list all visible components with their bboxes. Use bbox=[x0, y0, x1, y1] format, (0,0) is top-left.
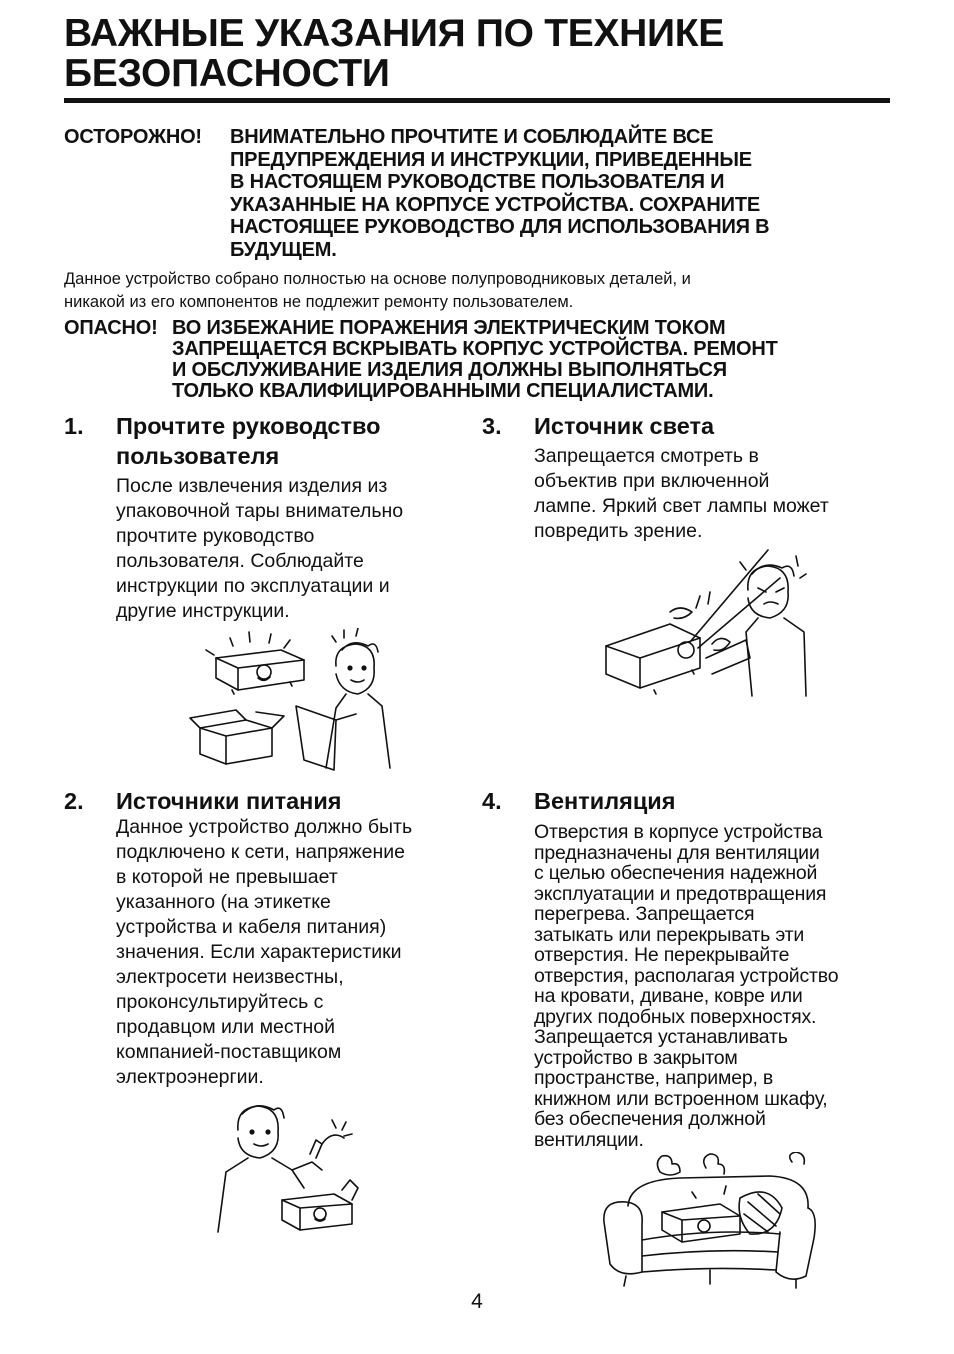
caution-line: НАСТОЯЩЕЕ РУКОВОДСТВО ДЛЯ ИСПОЛЬЗОВАНИЯ В bbox=[230, 216, 770, 238]
danger-line: ТОЛЬКО КВАЛИФИЦИРОВАННЫМИ СПЕЦИАЛИСТАМИ. bbox=[172, 380, 714, 402]
body-line: в которой не превышает bbox=[116, 866, 338, 888]
illustration-power-plug bbox=[212, 1100, 367, 1245]
body-line: устройства и кабеля питания) bbox=[116, 916, 387, 938]
body-line: другие инструкции. bbox=[116, 600, 290, 622]
section-3-body bbox=[534, 444, 829, 544]
body-line: прочтите руководство bbox=[116, 525, 315, 547]
page-title bbox=[64, 14, 890, 94]
danger-text bbox=[172, 318, 778, 402]
body-line: электросети неизвестны, bbox=[116, 966, 344, 988]
section-title-line: Прочтите руководство bbox=[116, 413, 381, 439]
body-line: перегрева. Запрещается bbox=[534, 903, 755, 925]
body-line: без обеспечения должной bbox=[534, 1108, 766, 1130]
section-title-line: Источник света bbox=[534, 413, 715, 439]
body-line: книжном или встроенном шкафу, bbox=[534, 1087, 828, 1110]
danger-label: ОПАСНО! bbox=[64, 317, 158, 339]
body-line: подключено к сети, напряжение bbox=[116, 841, 406, 863]
body-line: указанного (на этикетке bbox=[116, 891, 331, 913]
body-line: отверстия. Не перекрывайте bbox=[534, 944, 790, 966]
note-line: Данное устройство собрано полностью на основе полупроводниковых деталей, и bbox=[64, 270, 691, 288]
body-line: эксплуатации и предотвращения bbox=[534, 882, 827, 905]
body-line: Запрещается устанавливать bbox=[534, 1026, 788, 1048]
note-line: никакой из его компонентов не подлежит ремонту пользователем. bbox=[64, 293, 574, 311]
body-line: с целью обеспечения надежной bbox=[534, 862, 818, 884]
caution-line: БУДУЩЕМ. bbox=[230, 238, 337, 261]
section-2-title bbox=[116, 786, 342, 816]
illustration-light-source bbox=[600, 548, 815, 698]
section-4-title bbox=[534, 786, 675, 816]
body-line: значения. Если характеристики bbox=[116, 941, 402, 963]
illustration-ventilation-sofa bbox=[600, 1152, 820, 1292]
illustration-read-manual bbox=[186, 628, 396, 773]
section-1-number: 1. bbox=[64, 413, 84, 439]
body-line: на кровати, диване, ковре или bbox=[534, 985, 803, 1007]
body-line: отверстия, располагая устройство bbox=[534, 964, 839, 987]
body-line: Запрещается смотреть в bbox=[534, 445, 759, 467]
caution-text bbox=[230, 126, 769, 261]
section-3-number: 3. bbox=[482, 413, 502, 439]
section-title-line: Источники питания bbox=[116, 788, 342, 814]
note-paragraph bbox=[64, 268, 890, 314]
body-line: затыкать или перекрывать эти bbox=[534, 923, 805, 946]
section-title-line: Вентиляция bbox=[534, 788, 676, 814]
section-2-body bbox=[116, 815, 412, 1090]
body-line: После извлечения изделия из bbox=[116, 475, 388, 497]
body-line: устройство в закрытом bbox=[534, 1046, 738, 1069]
section-4-number: 4. bbox=[482, 788, 502, 814]
caution-line: В НАСТОЯЩЕМ РУКОВОДСТВЕ ПОЛЬЗОВАТЕЛЯ И bbox=[230, 171, 725, 193]
caution-line: УКАЗАННЫЕ НА КОРПУСЕ УСТРОЙСТВА. СОХРАНИТЕ bbox=[230, 193, 760, 216]
body-line: Отверстия в корпусе устройства bbox=[534, 821, 823, 843]
page-title-line: ВАЖНЫЕ УКАЗАНИЯ ПО ТЕХНИКЕ bbox=[64, 12, 724, 55]
section-1-title bbox=[116, 411, 381, 471]
caution-label: ОСТОРОЖНО! bbox=[64, 126, 202, 148]
page-title-line: БЕЗОПАСНОСТИ bbox=[64, 52, 390, 95]
danger-line: И ОБСЛУЖИВАНИЕ ИЗДЕЛИЯ ДОЛЖНЫ ВЫПОЛНЯТЬСЯ bbox=[172, 359, 727, 381]
title-divider bbox=[64, 98, 890, 103]
body-line: пользователя. Соблюдайте bbox=[116, 550, 364, 572]
section-1-body bbox=[116, 474, 403, 624]
section-2-number: 2. bbox=[64, 788, 84, 814]
page-number: 4 bbox=[471, 1290, 483, 1313]
section-3-title bbox=[534, 411, 714, 441]
danger-line: ВО ИЗБЕЖАНИЕ ПОРАЖЕНИЯ ЭЛЕКТРИЧЕСКИМ ТОКОМ bbox=[172, 317, 726, 339]
body-line: лампе. Яркий свет лампы может bbox=[534, 495, 829, 517]
caution-line: ВНИМАТЕЛЬНО ПРОЧТИТЕ И СОБЛЮДАЙТЕ ВСЕ bbox=[230, 126, 714, 148]
body-line: компанией-поставщиком bbox=[116, 1041, 342, 1063]
body-line: Данное устройство должно быть bbox=[116, 816, 413, 838]
body-line: упаковочной тары внимательно bbox=[116, 500, 404, 522]
body-line: других подобных поверхностях. bbox=[534, 1005, 817, 1028]
body-line: повредить зрение. bbox=[534, 520, 703, 542]
caution-line: ПРЕДУПРЕЖДЕНИЯ И ИНСТРУКЦИИ, ПРИВЕДЕННЫЕ bbox=[230, 148, 752, 171]
body-line: предназначены для вентиляции bbox=[534, 841, 820, 864]
body-line: инструкции по эксплуатации и bbox=[116, 575, 390, 597]
body-line: пространстве, например, в bbox=[534, 1067, 774, 1089]
body-line: объектив при включенной bbox=[534, 470, 770, 492]
danger-line: ЗАПРЕЩАЕТСЯ ВСКРЫВАТЬ КОРПУС УСТРОЙСТВА. РЕМОНТ bbox=[172, 338, 778, 360]
section-4-body bbox=[534, 822, 838, 1150]
body-line: продавцом или местной bbox=[116, 1016, 336, 1038]
body-line: вентиляции. bbox=[534, 1128, 644, 1151]
body-line: проконсультируйтесь с bbox=[116, 991, 324, 1013]
section-title-line: пользователя bbox=[116, 443, 280, 469]
body-line: электроэнергии. bbox=[116, 1066, 264, 1088]
